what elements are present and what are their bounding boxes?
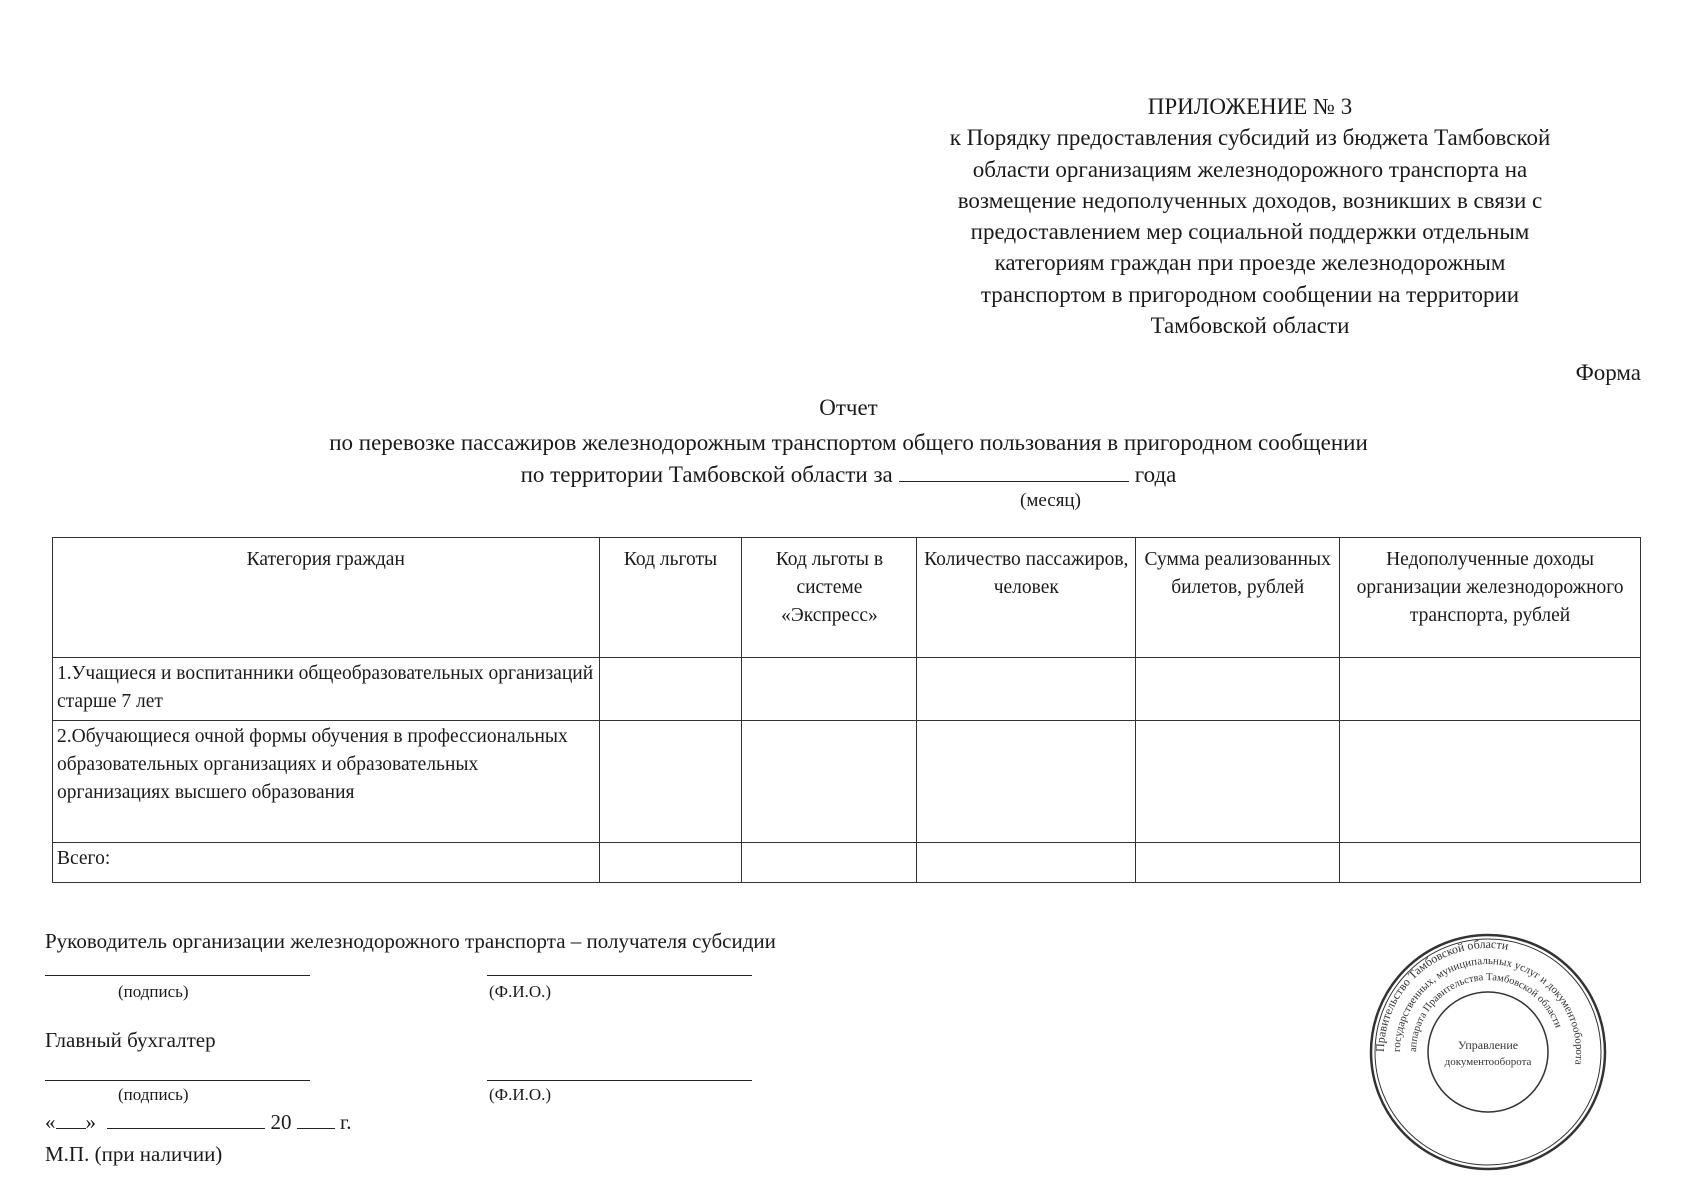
cell-category: 1.Учащиеся и воспитанники общеобразовательных организаций старше 7 лет <box>53 658 600 721</box>
head-signature-line[interactable] <box>45 975 310 976</box>
month-hint: (месяц) <box>1020 490 1081 511</box>
stamp-ring-text: государственных, муниципальных услуг и документооборота <box>1390 954 1586 1066</box>
report-table <box>52 537 1641 883</box>
cell-express-code[interactable] <box>742 658 917 721</box>
cell-benefit-code[interactable] <box>599 843 742 883</box>
appendix-line: предоставлением мер социальной поддержки отдельным <box>970 219 1530 245</box>
official-stamp <box>1368 932 1608 1172</box>
signature-hint: (подпись) <box>118 982 189 1001</box>
cell-express-code[interactable] <box>742 843 917 883</box>
form-label: Форма <box>1575 360 1641 385</box>
report-subtitle: по перевозке пассажиров железнодорожным транспортом общего пользования в пригородном сообщении <box>329 430 1368 455</box>
head-name-line[interactable] <box>487 975 752 976</box>
header-express-code: Код льготы в системе «Экспресс» <box>742 538 917 658</box>
appendix-line: категориям граждан при проезде железнодорожным <box>994 250 1506 276</box>
appendix-line: к Порядку предоставления субсидий из бюджета Тамбовской <box>949 125 1551 151</box>
appendix-line: Тамбовской области <box>1150 313 1350 339</box>
accountant-title: Главный бухгалтер <box>45 1028 216 1052</box>
cell-benefit-code[interactable] <box>599 721 742 843</box>
cell-category: 2.Обучающиеся очной формы обучения в профессиональных образовательных организациях и образовательных организациях высшего образования <box>53 721 600 843</box>
stamp-center-line2: документооборота <box>1444 1056 1532 1068</box>
header-tickets-sum: Сумма реализованных билетов, рублей <box>1136 538 1340 658</box>
header-passenger-count: Количество пассажиров, человек <box>917 538 1136 658</box>
cell-tickets-sum[interactable] <box>1136 843 1340 883</box>
date-quote-close: » <box>85 1110 96 1134</box>
appendix-line: транспортом в пригородном сообщении на территории <box>980 281 1520 307</box>
period-suffix: года <box>1134 462 1177 487</box>
table-row <box>53 658 1641 721</box>
year-blank[interactable] <box>297 1110 335 1129</box>
stamp-center-line1: Управление <box>1457 1038 1519 1052</box>
head-signature-title: Руководитель организации железнодорожного транспорта – получателя субсидии <box>45 929 776 953</box>
year-suffix: г. <box>340 1110 352 1134</box>
cell-tickets-sum[interactable] <box>1136 721 1340 843</box>
cell-lost-income[interactable] <box>1340 843 1641 883</box>
cell-lost-income[interactable] <box>1340 658 1641 721</box>
month-blank-date[interactable] <box>107 1110 265 1129</box>
seal-note: М.П. (при наличии) <box>45 1142 223 1166</box>
cell-express-code[interactable] <box>742 721 917 843</box>
appendix-number: ПРИЛОЖЕНИЕ № 3 <box>1147 94 1353 119</box>
table-row <box>53 721 1641 843</box>
appendix-block <box>850 91 1650 341</box>
table-row-total <box>53 843 1641 883</box>
cell-passenger-count[interactable] <box>917 658 1136 721</box>
stamp-inner-text: аппарата Правительства Тамбовской области <box>1407 971 1564 1053</box>
cell-passenger-count[interactable] <box>917 843 1136 883</box>
day-blank[interactable] <box>56 1110 86 1129</box>
signature-hint: (подпись) <box>118 1085 189 1104</box>
report-period <box>0 459 1697 490</box>
cell-total-label: Всего: <box>53 843 600 883</box>
header-benefit-code: Код льготы <box>599 538 742 658</box>
year-prefix: 20 <box>270 1110 292 1134</box>
month-blank[interactable] <box>899 459 1129 482</box>
header-lost-income: Недополученные доходы организации железнодорожного транспорта, рублей <box>1340 538 1641 658</box>
header-category: Категория граждан <box>53 538 600 658</box>
cell-tickets-sum[interactable] <box>1136 658 1340 721</box>
cell-passenger-count[interactable] <box>917 721 1136 843</box>
appendix-line: области организациям железнодорожного транспорта на <box>972 156 1528 182</box>
accountant-signature-line[interactable] <box>45 1080 310 1081</box>
stamp-outer-text: Правительство Тамбовской области <box>1372 936 1510 1053</box>
cell-lost-income[interactable] <box>1340 721 1641 843</box>
date-quote-open: « <box>45 1110 56 1134</box>
name-hint: (Ф.И.О.) <box>489 982 552 1001</box>
cell-benefit-code[interactable] <box>599 658 742 721</box>
report-title: Отчет <box>819 395 878 420</box>
accountant-name-line[interactable] <box>487 1080 752 1081</box>
period-prefix: по территории Тамбовской области за <box>520 462 893 487</box>
appendix-line: возмещение недополученных доходов, возникших в связи с <box>957 187 1543 213</box>
name-hint: (Ф.И.О.) <box>489 1085 552 1104</box>
date-row <box>45 1110 352 1135</box>
